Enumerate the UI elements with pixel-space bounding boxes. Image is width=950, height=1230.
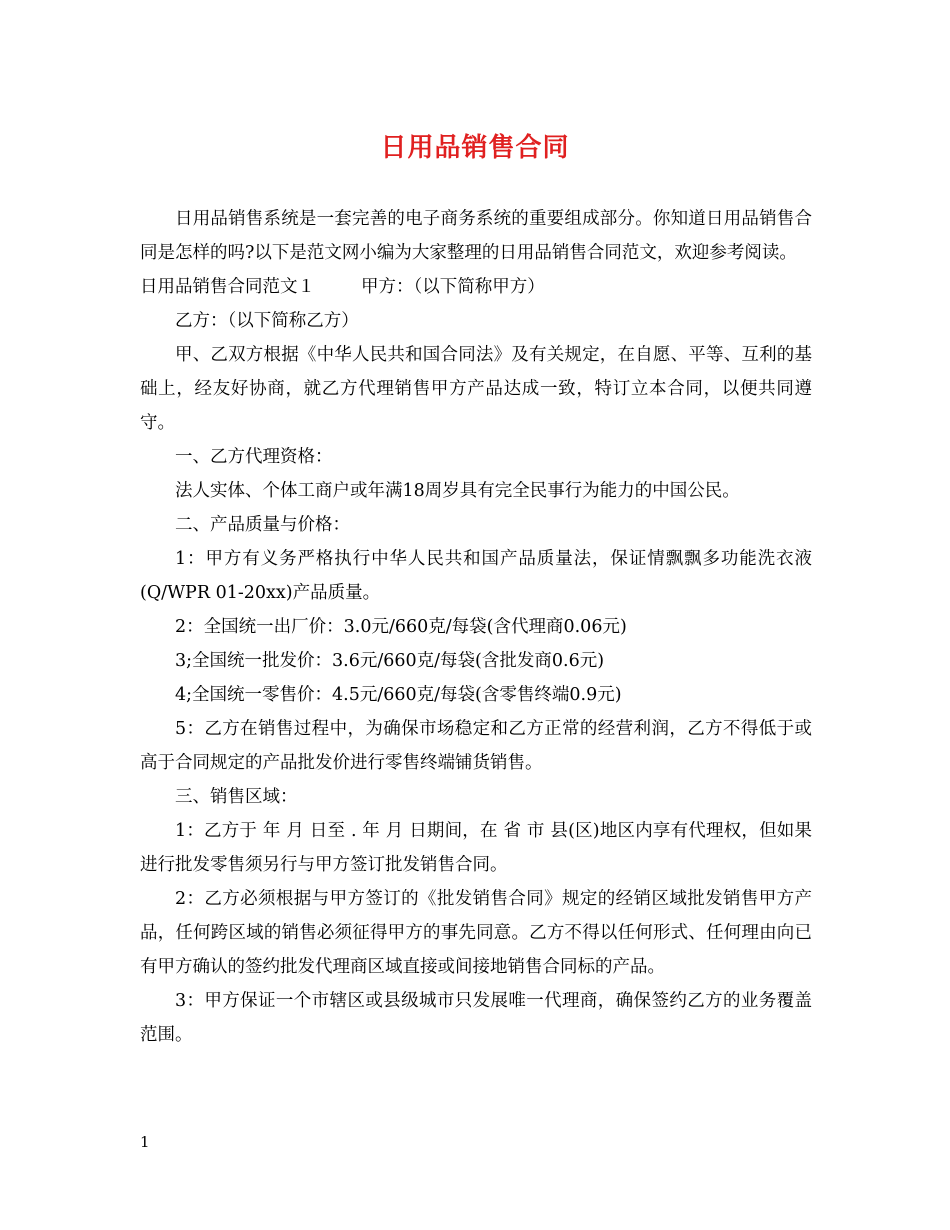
sample-label: 日用品销售合同范文１ bbox=[140, 277, 315, 297]
page-number: 1 bbox=[140, 1133, 150, 1151]
preamble-paragraph: 甲、乙双方根据《中华人民共和国合同法》及有关规定，在自愿、平等、互利的基础上，经友好协商，就乙方代理销售甲方产品达成一致，特订立本合同，以便共同遵守。 bbox=[140, 345, 812, 433]
section2-item-4: 4;全国统一零售价：4.5元/660克/每袋(含零售终端0.9元) bbox=[175, 685, 622, 705]
party-a-line: 甲方：（以下简称甲方） bbox=[361, 277, 545, 297]
sample-label-line bbox=[140, 270, 812, 304]
document-body bbox=[140, 202, 812, 1052]
section2-item-5: 5：乙方在销售过程中，为确保市场稳定和乙方正常的经营利润，乙方不得低于或高于合同规定的产品批发价进行零售终端铺货销售。 bbox=[140, 719, 812, 773]
party-b-line: 乙方：（以下简称乙方） bbox=[175, 311, 359, 331]
section2-item-3: 3;全国统一批发价：3.6元/660克/每袋(含批发商0.6元) bbox=[175, 651, 605, 671]
section3-item-2: 2：乙方必须根据与甲方签订的《批发销售合同》规定的经销区域批发销售甲方产品，任何跨区域的销售必须征得甲方的事先同意。乙方不得以任何形式、任何理由向已有甲方确认的签约批发代理商区域直接或间接地销售合同标的产品。 bbox=[140, 889, 812, 977]
section3-heading: 三、销售区域： bbox=[175, 787, 298, 807]
section2-item-1: 1：甲方有义务严格执行中华人民共和国产品质量法，保证情飘飘多功能洗衣液(Q/WPR 01-20xx)产品质量。 bbox=[140, 549, 812, 603]
section2-heading: 二、产品质量与价格： bbox=[175, 515, 350, 535]
document-title: 日用品销售合同 bbox=[380, 133, 570, 163]
section2-item-2: 2：全国统一出厂价：3.0元/660克/每袋(含代理商0.06元) bbox=[175, 617, 627, 637]
section3-item-1: 1：乙方于 年 月 日至 . 年 月 日期间，在 省 市 县(区)地区内享有代理权，但如果进行批发零售须另行与甲方签订批发销售合同。 bbox=[140, 821, 812, 875]
section1-text: 法人实体、个体工商户或年满18周岁具有完全民事行为能力的中国公民。 bbox=[175, 481, 740, 501]
intro-paragraph: 日用品销售系统是一套完善的电子商务系统的重要组成部分。你知道日用品销售合同是怎样的吗?以下是范文网小编为大家整理的日用品销售合同范文，欢迎参考阅读。 bbox=[140, 209, 812, 263]
section3-item-3: 3：甲方保证一个市辖区或县级城市只发展唯一代理商，确保签约乙方的业务覆盖范围。 bbox=[140, 991, 812, 1045]
section1-heading: 一、乙方代理资格： bbox=[175, 447, 333, 467]
